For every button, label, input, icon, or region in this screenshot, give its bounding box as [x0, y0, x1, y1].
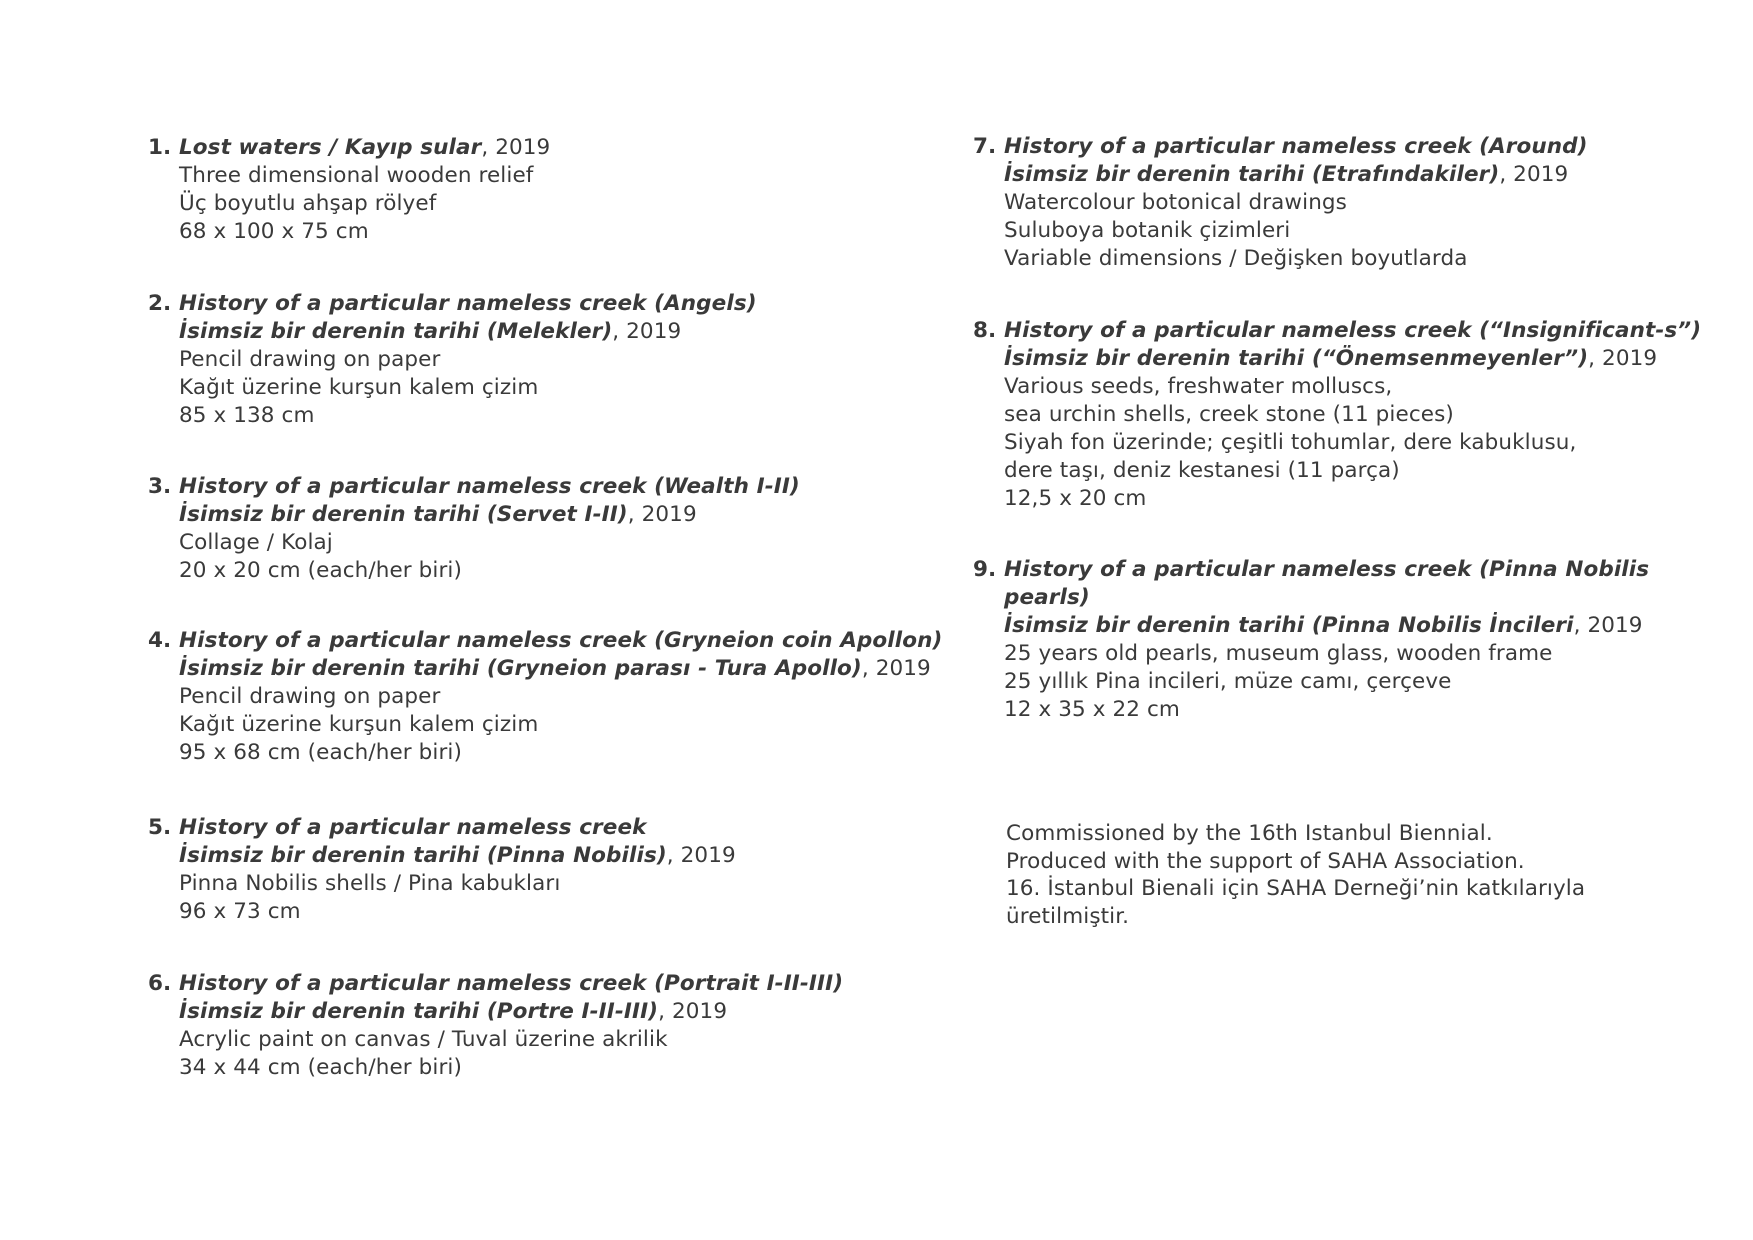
work-entry-4 — [148, 627, 942, 767]
work-title: pearls) — [1004, 585, 1090, 610]
work-year: , 2019 — [666, 843, 736, 868]
work-entry-6 — [148, 970, 843, 1082]
detail-line: 25 yıllık Pina incileri, müze camı, çerçeve — [1004, 669, 1452, 694]
title-line — [1004, 584, 1649, 612]
work-entry-1 — [148, 134, 550, 246]
title-line — [179, 473, 800, 501]
title-line — [179, 970, 843, 998]
detail-line: Three dimensional wooden relief — [179, 163, 534, 188]
detail-line: Siyah fon üzerinde; çeşitli tohumlar, dere kabuklusu, — [1004, 430, 1577, 455]
detail-line: Various seeds, freshwater molluscs, — [1004, 374, 1393, 399]
work-entry-8 — [973, 317, 1701, 513]
title-line — [179, 655, 942, 683]
work-entry-7 — [973, 133, 1588, 273]
detail-line: Üç boyutlu ahşap rölyef — [179, 191, 437, 216]
work-title: İsimsiz bir derenin tarihi (Pinna Nobilis) — [179, 843, 667, 868]
title-line — [179, 318, 757, 346]
work-title: History of a particular nameless creek (Gryneion coin Apollon) — [179, 628, 943, 653]
detail-line: 25 years old pearls, museum glass, wooden frame — [1004, 641, 1553, 666]
entry-number: 5. — [148, 815, 172, 840]
detail-line: Suluboya botanik çizimleri — [1004, 218, 1291, 243]
work-title: İsimsiz bir derenin tarihi (Portre I-II-III) — [179, 999, 659, 1024]
detail-line: 12 x 35 x 22 cm — [1004, 697, 1180, 722]
work-entry-9 — [973, 556, 1649, 724]
detail-line: sea urchin shells, creek stone (11 pieces) — [1004, 402, 1454, 427]
credits-block — [1006, 820, 1585, 930]
work-year: , 2019 — [627, 502, 697, 527]
detail-line: Pencil drawing on paper — [179, 684, 441, 709]
work-year: , 2019 — [1499, 162, 1569, 187]
work-title: History of a particular nameless creek (Around) — [1004, 134, 1588, 159]
credit-line: Commissioned by the 16th Istanbul Biennial. — [1006, 821, 1493, 846]
title-line — [1004, 133, 1588, 161]
entry-number: 8. — [973, 318, 997, 343]
work-title: History of a particular nameless creek (“Insignificant-s”) — [1004, 318, 1702, 343]
entry-number: 7. — [973, 134, 997, 159]
title-line — [179, 501, 800, 529]
work-year: , 2019 — [1573, 613, 1643, 638]
entry-number: 4. — [148, 628, 172, 653]
work-title: History of a particular nameless creek (Portrait I-II-III) — [179, 971, 844, 996]
title-line — [1004, 612, 1649, 640]
detail-line: 12,5 x 20 cm — [1004, 486, 1147, 511]
entry-number: 3. — [148, 474, 172, 499]
work-title: İsimsiz bir derenin tarihi (Pinna Nobilis İncileri — [1004, 613, 1574, 638]
entry-number: 1. — [148, 135, 172, 160]
detail-line: Kağıt üzerine kurşun kalem çizim — [179, 712, 539, 737]
title-line — [179, 290, 757, 318]
detail-line: 68 x 100 x 75 cm — [179, 219, 369, 244]
detail-line: 96 x 73 cm — [179, 899, 301, 924]
credit-line: 16. İstanbul Bienali için SAHA Derneği’nin katkılarıyla — [1006, 876, 1586, 901]
title-line — [1004, 556, 1649, 584]
work-year: , 2019 — [481, 135, 551, 160]
detail-line: dere taşı, deniz kestanesi (11 parça) — [1004, 458, 1400, 483]
detail-line: Variable dimensions / Değişken boyutlarda — [1004, 246, 1468, 271]
work-title: İsimsiz bir derenin tarihi (Gryneion parası - Tura Apollo) — [179, 656, 862, 681]
work-title: İsimsiz bir derenin tarihi (“Önemsenmeyenler”) — [1004, 346, 1589, 371]
title-line — [179, 842, 736, 870]
work-year: , 2019 — [861, 656, 931, 681]
detail-line: 85 x 138 cm — [179, 403, 315, 428]
work-title: History of a particular nameless creek — [179, 815, 647, 840]
title-line — [179, 814, 736, 842]
work-title: İsimsiz bir derenin tarihi (Melekler) — [179, 319, 613, 344]
work-title: History of a particular nameless creek (Angels) — [179, 291, 757, 316]
detail-line: Pencil drawing on paper — [179, 347, 441, 372]
work-title: Lost waters / Kayıp sular — [179, 135, 482, 160]
detail-line: 34 x 44 cm (each/her biri) — [179, 1055, 462, 1080]
title-line — [1004, 161, 1588, 189]
entry-number: 9. — [973, 557, 997, 582]
work-year: , 2019 — [658, 999, 728, 1024]
title-line — [1004, 345, 1701, 373]
work-title: History of a particular nameless creek (Pinna Nobilis — [1004, 557, 1650, 582]
detail-line: Pinna Nobilis shells / Pina kabukları — [179, 871, 561, 896]
detail-line: Kağıt üzerine kurşun kalem çizim — [179, 375, 539, 400]
title-line — [179, 627, 942, 655]
detail-line: Collage / Kolaj — [179, 530, 333, 555]
detail-line: 20 x 20 cm (each/her biri) — [179, 558, 462, 583]
work-entry-3 — [148, 473, 800, 585]
work-year: , 2019 — [1588, 346, 1658, 371]
work-year: , 2019 — [612, 319, 682, 344]
work-title: History of a particular nameless creek (Wealth I-II) — [179, 474, 800, 499]
detail-line: 95 x 68 cm (each/her biri) — [179, 740, 462, 765]
entry-number: 2. — [148, 291, 172, 316]
entry-number: 6. — [148, 971, 172, 996]
credit-line: Produced with the support of SAHA Association. — [1006, 848, 1525, 874]
work-title: İsimsiz bir derenin tarihi (Etrafındakiler) — [1004, 162, 1500, 187]
work-title: İsimsiz bir derenin tarihi (Servet I-II) — [179, 502, 628, 527]
detail-line: Watercolour botonical drawings — [1004, 190, 1347, 215]
title-line — [1004, 317, 1701, 345]
title-line — [179, 134, 550, 162]
title-line — [179, 998, 843, 1026]
credit-line: üretilmiştir. — [1006, 903, 1130, 929]
work-entry-2 — [148, 290, 757, 430]
detail-line: Acrylic paint on canvas / Tuval üzerine akrilik — [179, 1027, 668, 1052]
work-entry-5 — [148, 814, 736, 926]
